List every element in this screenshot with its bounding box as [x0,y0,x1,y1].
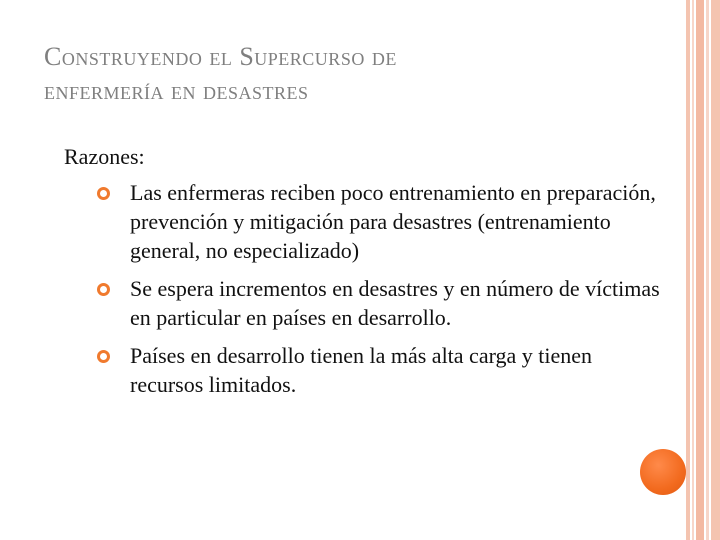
list-item [64,274,664,332]
title-line-2: enfermería en desastres [44,76,309,105]
slide-title [44,40,664,108]
title-line-1: Construyendo el Supercurso de [44,42,397,71]
list-item [64,341,664,399]
decorative-stripe [711,0,720,540]
decorative-stripe [696,0,704,540]
bullet-icon [97,187,110,200]
bullet-text: Países en desarrollo tienen la más alta carga y tienen recursos limitados. [130,343,593,397]
bullet-icon [97,350,110,363]
list-item [64,178,664,265]
decorative-stripe [706,0,709,540]
bullet-text: Se espera incrementos en desastres y en número de víctimas en particular en países en desarrollo. [130,276,660,330]
bullet-text: Las enfermeras reciben poco entrenamiento en preparación, prevención y mitigación para desastres (entrenamiento general, no especializado) [130,180,656,263]
bullet-list [64,178,664,399]
slide-body [64,142,664,408]
decorative-stripe [686,0,690,540]
lead-text: Razones: [64,144,145,169]
orange-circle-decoration [640,449,686,495]
bullet-icon [97,283,110,296]
decorative-stripe [692,0,694,540]
